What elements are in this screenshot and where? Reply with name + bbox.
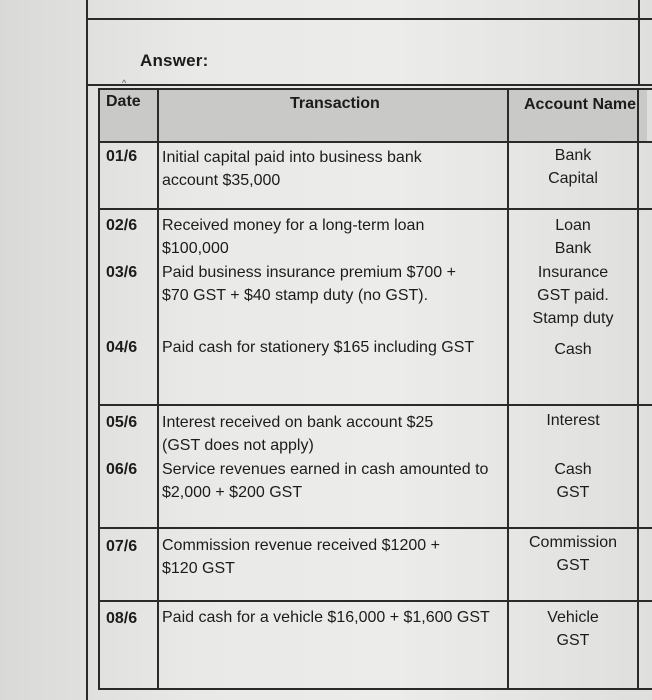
account-name: Bank	[554, 240, 592, 257]
transaction-cell	[162, 606, 490, 629]
transaction-line: Service revenues earned in cash amounted to	[162, 461, 489, 478]
transaction-cell	[162, 261, 456, 307]
row-divider	[98, 208, 652, 210]
table-bottom-border	[98, 688, 652, 690]
transaction-line: Received money for a long-term loan	[162, 217, 425, 234]
account-cell	[509, 458, 637, 504]
header-bottom-border	[98, 141, 652, 143]
date-cell: 06/6	[106, 461, 138, 478]
row-divider	[98, 600, 652, 602]
account-name: Bank	[554, 147, 592, 164]
date-cell: 02/6	[106, 217, 138, 234]
transaction-line: Paid business insurance premium $700 +	[162, 264, 456, 281]
transaction-cell	[162, 411, 433, 457]
account-name: GST	[556, 484, 590, 501]
account-name: Commission	[528, 534, 617, 551]
account-cell	[509, 261, 637, 330]
transaction-line: Interest received on bank account $25	[162, 414, 434, 431]
transaction-line: Paid cash for a vehicle $16,000 + $1,600 GST	[162, 609, 490, 626]
row-divider	[98, 404, 652, 406]
answer-label: Answer:	[140, 51, 209, 70]
account-name: Interest	[546, 412, 600, 429]
transaction-line: $100,000	[162, 240, 229, 257]
account-name: Stamp duty	[532, 310, 614, 327]
pencil-mark: ^	[122, 78, 127, 88]
account-name: Loan	[555, 217, 591, 234]
header-account-name: Account Name	[524, 96, 637, 113]
transaction-line: (GST does not apply)	[162, 437, 314, 454]
right-margin-line	[638, 0, 640, 84]
account-name: Capital	[548, 170, 598, 187]
account-name: GST	[556, 557, 590, 574]
date-cell: 01/6	[106, 148, 138, 165]
header-date: Date	[106, 93, 141, 110]
date-cell: 08/6	[106, 610, 138, 627]
account-cell	[509, 214, 637, 260]
date-cell: 03/6	[106, 264, 138, 281]
header-top-border	[98, 88, 652, 90]
account-cell	[509, 606, 637, 652]
transaction-line: $70 GST + $40 stamp duty (no GST).	[162, 287, 429, 304]
top-rule	[86, 18, 652, 20]
transaction-cell	[162, 146, 422, 192]
account-name: Cash	[554, 341, 592, 358]
account-name: Cash	[554, 461, 592, 478]
date-cell: 05/6	[106, 414, 138, 431]
answer-rule	[86, 84, 652, 86]
transaction-cell	[162, 458, 488, 504]
transaction-cell	[162, 534, 440, 580]
left-margin-line	[86, 0, 88, 700]
account-cell	[509, 144, 637, 190]
header-transaction: Transaction	[290, 95, 380, 112]
date-cell: 07/6	[106, 538, 138, 555]
row-divider	[98, 527, 652, 529]
account-name: Vehicle	[547, 609, 599, 626]
transaction-line: Initial capital paid into business bank	[162, 149, 422, 166]
transaction-line: account $35,000	[162, 172, 281, 189]
transaction-line: Commission revenue received $1200 +	[162, 537, 440, 554]
account-cell	[509, 409, 637, 432]
transaction-cell	[162, 214, 424, 260]
account-name: Insurance	[537, 264, 609, 281]
account-cell	[509, 338, 637, 361]
transaction-line: Paid cash for stationery $165 including GST	[162, 339, 475, 356]
transaction-line: $120 GST	[162, 560, 235, 577]
account-name: GST paid.	[537, 287, 609, 304]
date-cell: 04/6	[106, 339, 138, 356]
transaction-cell	[162, 336, 474, 359]
transaction-line: $2,000 + $200 GST	[162, 484, 303, 501]
account-cell	[509, 531, 637, 577]
account-name: GST	[556, 632, 590, 649]
